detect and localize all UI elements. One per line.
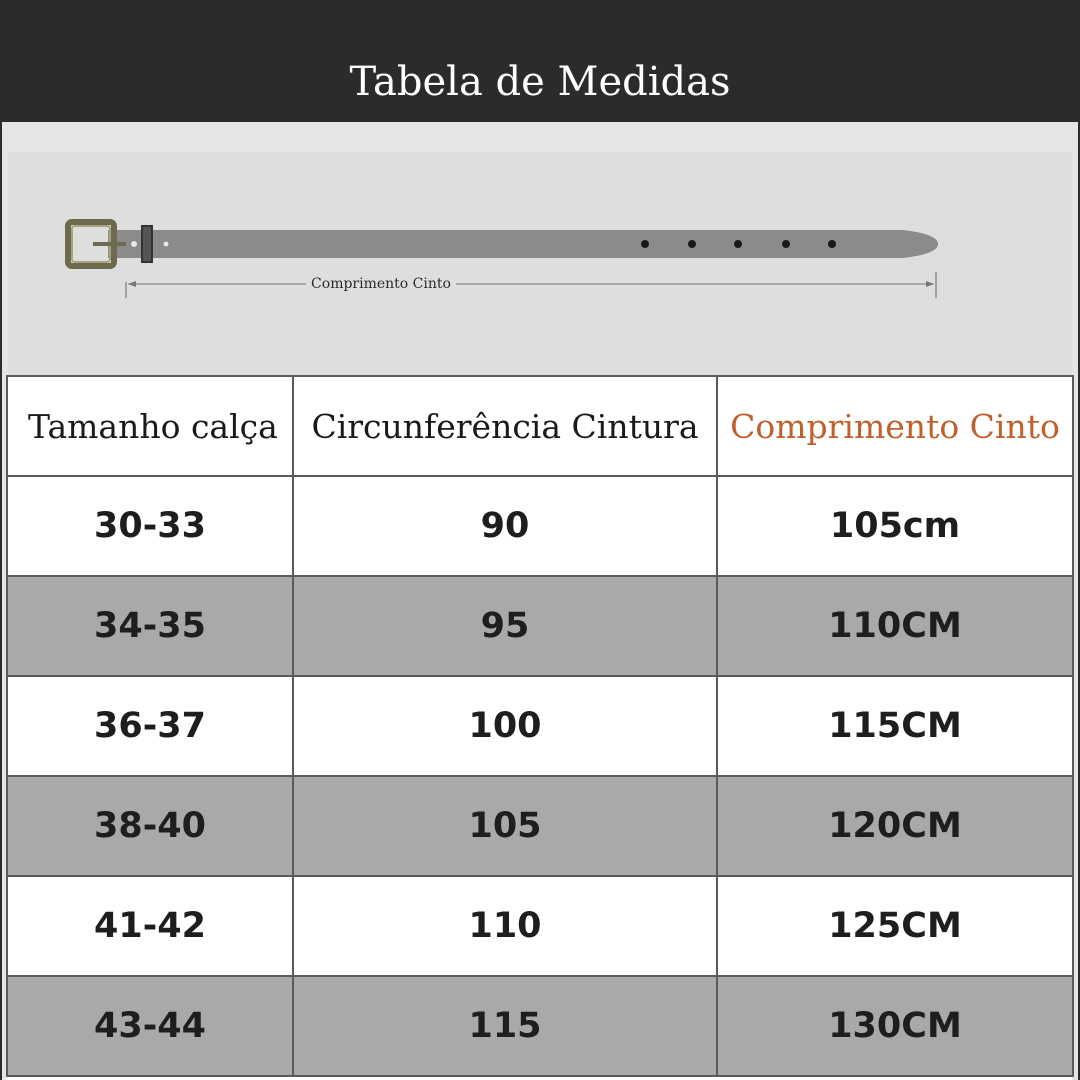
table-row	[7, 976, 1073, 1076]
header-bar	[0, 0, 1080, 122]
cell-belt-length: 110CM	[717, 576, 1073, 676]
header-pants-size: Tamanho calça	[7, 376, 293, 476]
cell-pants-size: 38-40	[7, 776, 293, 876]
cell-belt-length: 125CM	[717, 876, 1073, 976]
belt-strap	[108, 230, 938, 258]
table-row	[7, 576, 1073, 676]
cell-pants-size: 34-35	[7, 576, 293, 676]
size-table	[6, 375, 1072, 1080]
measure-arrow-left	[128, 281, 136, 287]
cell-waist: 90	[293, 476, 717, 576]
belt-keeper	[142, 226, 152, 262]
header-waist: Circunferência Cintura	[293, 376, 717, 476]
belt-icon	[8, 152, 1072, 392]
table-row	[7, 676, 1073, 776]
cell-belt-length: 120CM	[717, 776, 1073, 876]
cell-waist: 110	[293, 876, 717, 976]
table-row	[7, 876, 1073, 976]
table-header-row	[7, 376, 1073, 476]
measure-arrow-right	[926, 281, 934, 287]
cell-waist: 100	[293, 676, 717, 776]
cell-pants-size: 41-42	[7, 876, 293, 976]
belt-length-label: Comprimento Cinto	[306, 275, 456, 293]
cell-waist: 105	[293, 776, 717, 876]
cell-pants-size: 43-44	[7, 976, 293, 1076]
belt-hole	[641, 240, 649, 248]
table-row	[7, 776, 1073, 876]
header-belt-length: Comprimento Cinto	[717, 376, 1073, 476]
table-row	[7, 476, 1073, 576]
cell-waist: 115	[293, 976, 717, 1076]
belt-hole-used	[131, 241, 137, 247]
belt-diagram	[8, 152, 1072, 392]
belt-hole	[828, 240, 836, 248]
cell-belt-length: 105cm	[717, 476, 1073, 576]
page-title: Tabela de Medidas	[349, 59, 731, 105]
cell-belt-length: 115CM	[717, 676, 1073, 776]
cell-waist: 95	[293, 576, 717, 676]
belt-hole	[688, 240, 696, 248]
belt-hole	[782, 240, 790, 248]
belt-hole	[734, 240, 742, 248]
cell-pants-size: 30-33	[7, 476, 293, 576]
cell-belt-length: 130CM	[717, 976, 1073, 1076]
cell-pants-size: 36-37	[7, 676, 293, 776]
belt-hole-used	[164, 242, 169, 247]
